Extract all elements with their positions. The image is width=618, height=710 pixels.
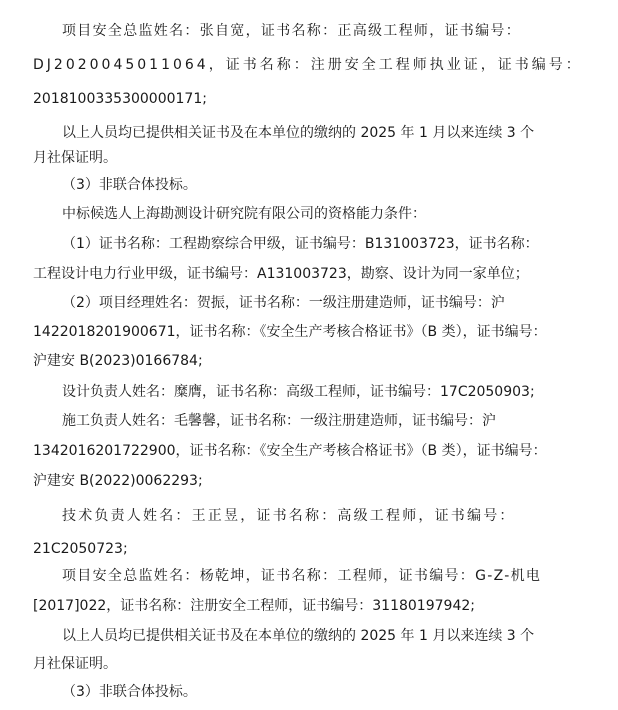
text-line: 21C2050723;	[33, 541, 128, 557]
text-line: DJ2020045011064，证书名称：注册安全工程师执业证，证书编号：	[33, 57, 583, 73]
text-line: 1342016201722900，证书名称：《安全生产考核合格证书》（B 类），证书编号：	[33, 443, 547, 459]
text-line: 中标候选人上海勘测设计研究院有限公司的资格能力条件：	[62, 206, 426, 222]
text-line: （3）非联合体投标。	[62, 684, 197, 700]
text-line: 施工负责人姓名：毛馨馨，证书名称：一级注册建造师，证书编号：沪	[62, 413, 496, 429]
text-line: 设计负责人姓名：糜膺，证书名称：高级工程师，证书编号：17C2050903;	[62, 384, 535, 400]
text-line: 沪建安 B(2022)0062293;	[33, 473, 203, 489]
text-line: 1422018201900671，证书名称：《安全生产考核合格证书》（B 类），证书编号：	[33, 324, 547, 340]
text-line: （3）非联合体投标。	[62, 177, 197, 193]
text-line: 工程设计电力行业甲级，证书编号：A131003723，勘察、设计为同一家单位；	[33, 266, 529, 282]
text-line: 以上人员均已提供相关证书及在本单位的缴纳的 2025 年 1 月以来连续 3 个	[62, 125, 535, 141]
text-line: 沪建安 B(2023)0166784;	[33, 353, 203, 369]
text-line: 月社保证明。	[33, 150, 117, 166]
text-line: 2018100335300000171;	[33, 91, 207, 107]
text-line: 项目安全总监姓名：杨乾坤，证书名称：工程师，证书编号：G-Z-机电	[62, 568, 542, 584]
text-line: （2）项目经理姓名：贺振，证书名称：一级注册建造师，证书编号：沪	[62, 295, 505, 311]
text-line: 月社保证明。	[33, 656, 117, 672]
text-line: （1）证书名称：工程勘察综合甲级，证书编号：B131003723，证书名称：	[62, 236, 539, 252]
text-line: [2017]022，证书名称：注册安全工程师，证书编号：31180197942;	[33, 598, 475, 614]
text-line: 项目安全总监姓名：张自宽，证书名称：正高级工程师，证书编号：	[62, 23, 521, 39]
text-line: 技术负责人姓名：王正昱，证书名称：高级工程师，证书编号：	[62, 508, 516, 524]
text-line: 以上人员均已提供相关证书及在本单位的缴纳的 2025 年 1 月以来连续 3 个	[62, 628, 535, 644]
